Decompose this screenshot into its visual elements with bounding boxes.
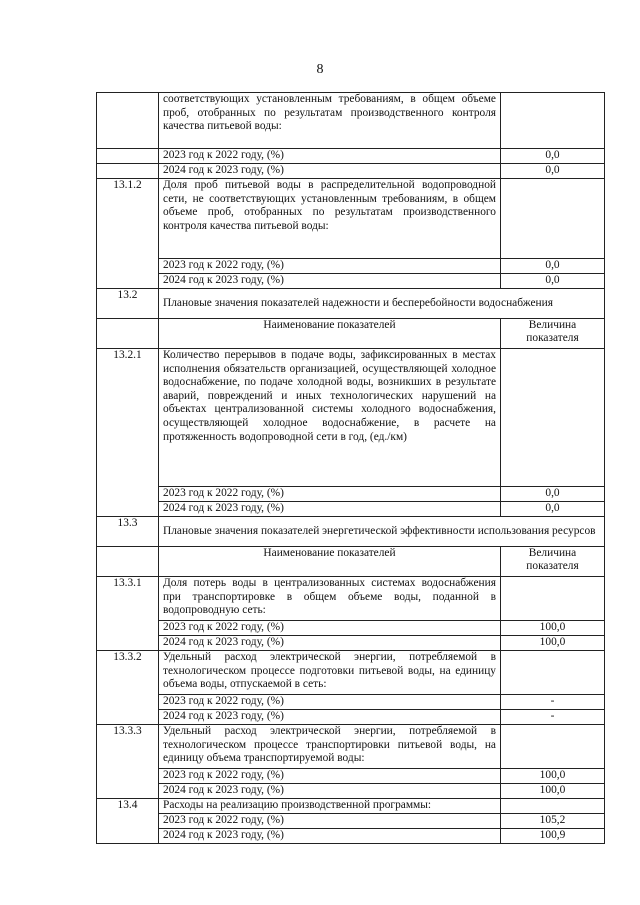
indicator-description: Доля потерь воды в централизованных системах водоснабжения при транспортировке в общем объеме воды, поданной в водопроводную сеть: [159, 577, 501, 621]
header-indicator-value: Величина показателя [501, 319, 605, 349]
table-row [97, 621, 605, 636]
section-heading: Плановые значения показателей надежности и бесперебойности водоснабжения [159, 289, 605, 319]
indicator-description: Удельный расход электрической энергии, потребляемой в технологическом процессе подготовки питьевой воды, на единицу объема воды, отпускаемой в сеть: [159, 651, 501, 695]
header-indicator-name: Наименование показателей [159, 547, 501, 577]
table-row [97, 799, 605, 814]
header-indicator-value: Величина показателя [501, 547, 605, 577]
table-row [97, 784, 605, 799]
row-number-cell [97, 547, 159, 577]
indicator-value: 105,2 [501, 814, 605, 829]
value-cell [501, 799, 605, 814]
row-number-cell [97, 164, 159, 179]
indicator-value: 100,0 [501, 636, 605, 651]
indicator-value: 100,9 [501, 829, 605, 844]
period-label: 2024 год к 2023 году, (%) [159, 784, 501, 799]
period-label: 2023 год к 2022 году, (%) [159, 487, 501, 502]
table-row [97, 710, 605, 725]
table-row [97, 814, 605, 829]
table-row [97, 93, 605, 149]
table-row [97, 636, 605, 651]
table-row [97, 179, 605, 259]
row-number-cell [97, 149, 159, 164]
period-label: 2023 год к 2022 году, (%) [159, 259, 501, 274]
indicator-value: 0,0 [501, 259, 605, 274]
indicator-value: - [501, 695, 605, 710]
period-label: 2024 год к 2023 году, (%) [159, 164, 501, 179]
page-number: 8 [316, 62, 324, 77]
table-row [97, 517, 605, 547]
table-row [97, 274, 605, 289]
period-label: 2024 год к 2023 году, (%) [159, 502, 501, 517]
indicator-description: Расходы на реализацию производственной программы: [159, 799, 501, 814]
indicator-value: - [501, 710, 605, 725]
value-cell [501, 349, 605, 487]
table-header-row [97, 319, 605, 349]
indicator-value: 100,0 [501, 621, 605, 636]
table-row [97, 487, 605, 502]
table-row [97, 502, 605, 517]
value-cell [501, 725, 605, 769]
value-cell [501, 93, 605, 149]
table-row [97, 164, 605, 179]
indicator-value: 0,0 [501, 149, 605, 164]
row-number: 13.2 [97, 289, 159, 319]
table-row [97, 349, 605, 487]
value-cell [501, 651, 605, 695]
indicator-description: Удельный расход электрической энергии, потребляемой в технологическом процессе транспортировки питьевой воды, на единицу объема транспортируемой воды: [159, 725, 501, 769]
table-row [97, 769, 605, 784]
table-row [97, 259, 605, 274]
indicators-table [96, 92, 605, 844]
row-number: 13.3 [97, 517, 159, 547]
indicator-value: 0,0 [501, 487, 605, 502]
value-cell [501, 179, 605, 259]
row-number: 13.3.1 [97, 577, 159, 651]
table-header-row [97, 547, 605, 577]
period-label: 2023 год к 2022 году, (%) [159, 695, 501, 710]
period-label: 2024 год к 2023 году, (%) [159, 274, 501, 289]
period-label: 2024 год к 2023 году, (%) [159, 636, 501, 651]
table-row [97, 651, 605, 695]
indicator-value: 0,0 [501, 164, 605, 179]
indicator-value: 100,0 [501, 784, 605, 799]
indicator-description: Доля проб питьевой воды в распределительной водопроводной сети, не соответствующих установленным требованиям, в общем объеме проб, отобранных по результатам производственного контроля качества питьевой воды: [159, 179, 501, 259]
period-label: 2024 год к 2023 году, (%) [159, 710, 501, 725]
indicator-description: соответствующих установленным требованиям, в общем объеме проб, отобранных по результатам производственного контроля качества питьевой воды: [159, 93, 501, 149]
table-row [97, 829, 605, 844]
row-number: 13.4 [97, 799, 159, 844]
row-number: 13.1.2 [97, 179, 159, 289]
table-row [97, 695, 605, 710]
period-label: 2023 год к 2022 году, (%) [159, 769, 501, 784]
indicator-description: Количество перерывов в подаче воды, зафиксированных в местах исполнения обязательств организацией, осуществляющей холодное водоснабжение, по подаче холодной воды, возникших в результате аварий, повреждений и иных технологических нарушений на объектах централизованной системы холодного водоснабжения, осуществляющей холодное водоснабжение, в расчете на протяженность водопроводной сети в год, (ед./км) [159, 349, 501, 487]
row-number: 13.3.2 [97, 651, 159, 725]
period-label: 2024 год к 2023 году, (%) [159, 829, 501, 844]
period-label: 2023 год к 2022 году, (%) [159, 149, 501, 164]
indicator-value: 100,0 [501, 769, 605, 784]
table-row [97, 149, 605, 164]
indicator-value: 0,0 [501, 274, 605, 289]
row-number-cell [97, 93, 159, 149]
table-row [97, 725, 605, 769]
row-number-cell [97, 319, 159, 349]
table-row [97, 289, 605, 319]
row-number: 13.3.3 [97, 725, 159, 799]
period-label: 2023 год к 2022 году, (%) [159, 621, 501, 636]
section-heading: Плановые значения показателей энергетической эффективности использования ресурсов [159, 517, 605, 547]
table-row [97, 577, 605, 621]
period-label: 2023 год к 2022 году, (%) [159, 814, 501, 829]
value-cell [501, 577, 605, 621]
header-indicator-name: Наименование показателей [159, 319, 501, 349]
row-number: 13.2.1 [97, 349, 159, 517]
indicator-value: 0,0 [501, 502, 605, 517]
